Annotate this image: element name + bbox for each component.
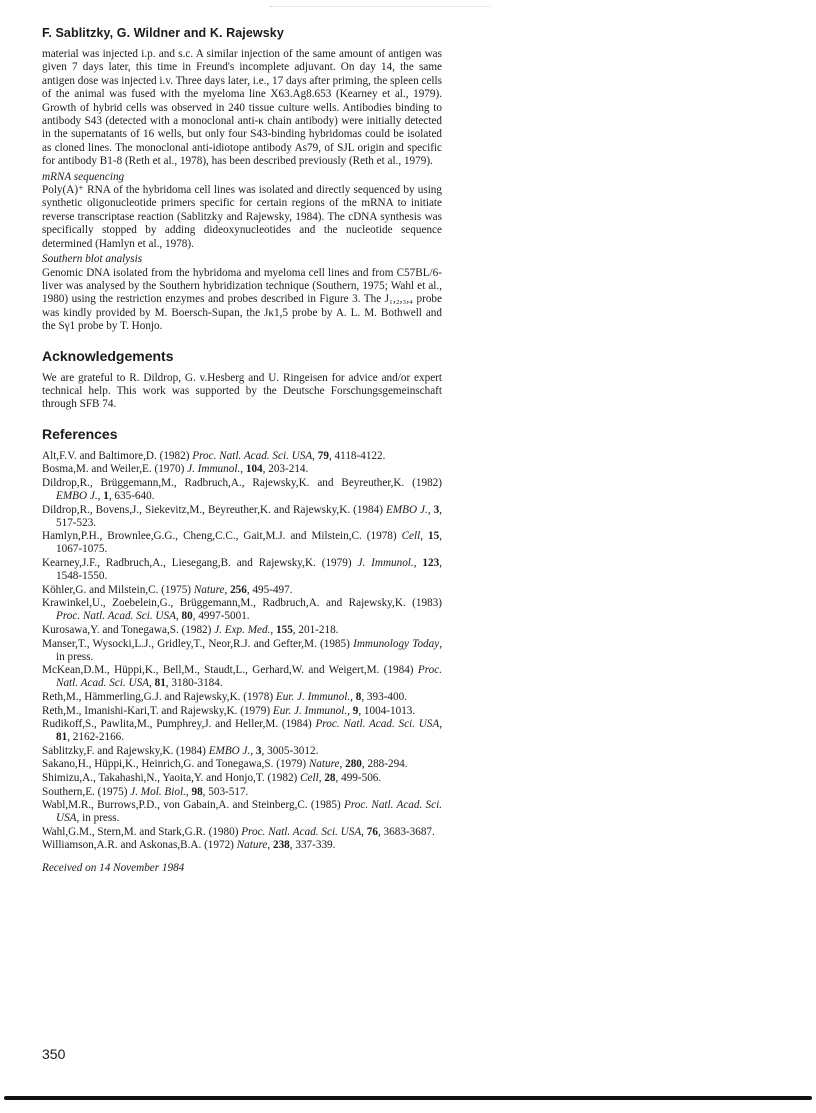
reference-item: Sablitzky,F. and Rajewsky,K. (1984) EMBO J., 3, 3005-3012.: [42, 744, 319, 757]
reference-pages: 4997-5001.: [198, 610, 250, 623]
reference-item: Shimizu,A., Takahashi,N., Yaoita,Y. and Honjo,T. (1982) Cell, 28, 499-506.: [42, 772, 382, 784]
reference-authors: Dildrop,R., Bovens,J., Siekevitz,M., Beyreuther,K. and Rajewsky,K. (1984): [42, 503, 383, 516]
reference-authors: Alt,F.V. and Baltimore,D. (1982): [42, 449, 190, 462]
reference-item: Kearney,J.F., Radbruch,A., Liesegang,B. and Rajewsky,K. (1979) J. Immunol., 123, 1548-1550.: [42, 557, 442, 583]
reference-item: Williamson,A.R. and Askonas,B.A. (1972) Nature, 238, 337-339.: [42, 839, 336, 852]
reference-pages: 203-214.: [268, 463, 309, 476]
reference-pages: 1004-1013.: [363, 704, 416, 717]
reference-pages: 3005-3012.: [267, 744, 319, 757]
scan-artifact-bottom: [4, 1096, 812, 1100]
reference-authors: Köhler,G. and Milstein,C. (1975): [42, 583, 192, 596]
methods-paragraph: material was injected i.p. and s.c. A similar injection of the same amount of antigen was given 7 days later, this time in Freund's incomplete adjuvant. On day 14, the same antigen dose was injected i.v. Three days later, i.e., 17 days after priming, the spleen cells of the animal was fused with the myeloma line X63.Ag8.653 (Kearney et al., 1979). Growth of hybrid cells was observed in 240 tissue culture wells. Antibodies binding to antibody S43 (detected with a monoclonal anti-κ chain antibody) were initially detected in the supernatants of 16 wells, but only four S43-binding hybridomas could be isolated as cloned lines. The monoclonal anti-idiotope antibody As79, of SJL origin and specific for antibody B1-8 (Reth et al., 1978), has been described previously (Reth et al., 1979).: [42, 48, 442, 168]
reference-authors: Bosma,M. and Weiler,E. (1970): [42, 463, 185, 476]
reference-item: Southern,E. (1975) J. Mol. Biol., 98, 503-517.: [42, 785, 249, 798]
reference-volume: 155: [276, 623, 293, 636]
reference-pages: 393-400.: [366, 690, 408, 703]
reference-journal: J. Exp. Med.: [214, 623, 271, 636]
reference-authors: Wabl,M.R., Burrows,P.D., von Gabain,A. and Steinberg,C. (1985): [42, 799, 341, 812]
reference-journal: J. Mol. Biol.: [130, 785, 186, 798]
reference-pages: 499-506.: [341, 772, 382, 784]
reference-item: Dildrop,R., Brüggemann,M., Radbruch,A., Rajewsky,K. and Beyreuther,K. (1982) EMBO J., 1, 635-640.: [42, 476, 442, 503]
reference-journal: Nature: [308, 758, 340, 771]
reference-pages: 1067-1075.: [56, 543, 108, 556]
reference-item: Reth,M., Hämmerling,G.J. and Rajewsky,K. (1978) Eur. J. Immunol., 8, 393-400.: [42, 690, 408, 703]
reference-volume: 81: [154, 677, 166, 690]
reference-journal: EMBO J.: [385, 503, 428, 516]
reference-item: Wabl,M.R., Burrows,P.D., von Gabain,A. and Steinberg,C. (1985) Proc. Natl. Acad. Sci. USA, in press.: [42, 799, 442, 825]
reference-volume: 8: [355, 690, 362, 703]
reference-pages: 1548-1550.: [56, 570, 108, 583]
reference-authors: Manser,T., Wysocki,L.J., Gridley,T., Neor,R.J. and Gefter,M. (1985): [42, 637, 350, 650]
reference-pages: 635-640.: [114, 490, 155, 503]
reference-authors: Hamlyn,P.H., Brownlee,G.G., Cheng,C.C., Gait,M.J. and Milstein,C. (1978): [42, 530, 397, 543]
reference-journal: EMBO J.: [208, 744, 251, 757]
reference-volume: 1: [103, 490, 109, 503]
reference-journal: Proc. Natl. Acad. Sci. USA: [56, 799, 442, 825]
reference-pages: 4118-4122.: [334, 449, 386, 462]
scan-artifact-top: [270, 6, 490, 8]
reference-item: Köhler,G. and Milstein,C. (1975) Nature, 256, 495-497.: [42, 583, 293, 596]
reference-volume: 28: [324, 772, 336, 784]
reference-authors: Southern,E. (1975): [42, 785, 128, 798]
reference-volume: 9: [352, 704, 359, 717]
reference-item: Reth,M., Imanishi-Kari,T. and Rajewsky,K. (1979) Eur. J. Immunol., 9, 1004-1013.: [42, 704, 416, 717]
reference-journal: J. Immunol.: [357, 557, 414, 569]
reference-authors: Reth,M., Imanishi-Kari,T. and Rajewsky,K. (1979): [42, 704, 271, 717]
reference-volume: 3: [433, 503, 440, 516]
reference-volume: 76: [366, 825, 378, 838]
reference-journal: Nature: [236, 839, 268, 852]
reference-authors: McKean,D.M., Hüppi,K., Bell,M., Staudt,L., Gerhard,W. and Weigert,M. (1984): [42, 664, 414, 677]
reference-volume: 123: [422, 557, 440, 569]
reference-pages: 2162-2166.: [72, 731, 125, 744]
reference-authors: Dildrop,R., Brüggemann,M., Radbruch,A., Rajewsky,K. and Beyreuther,K. (1982): [42, 476, 442, 489]
reference-item: Sakano,H., Hüppi,K., Heinrich,G. and Tonegawa,S. (1979) Nature, 280, 288-294.: [42, 758, 408, 771]
reference-pages: 3180-3184.: [171, 677, 223, 690]
reference-volume: 15: [428, 530, 440, 543]
reference-volume: 98: [191, 785, 203, 798]
reference-authors: Sablitzky,F. and Rajewsky,K. (1984): [42, 744, 206, 757]
reference-journal: Proc. Natl. Acad. Sci. USA: [56, 610, 176, 623]
mrna-paragraph: Poly(A)⁺ RNA of the hybridoma cell lines was isolated and directly sequenced by using synthetic oligonucleotide primers specific for certain regions of the mRNA to initiate reverse transcriptase reaction (Sablitzky and Rajewsky, 1984). The cDNA synthesis was specifically stopped by adding dideoxynucleotides and the nucleotide sequence determined (Hamlyn et al., 1978).: [42, 184, 442, 250]
reference-authors: Krawinkel,U., Zoebelein,G., Brüggemann,M., Radbruch,A. and Rajewsky,K. (1983): [42, 597, 442, 610]
reference-journal: J. Immunol.: [187, 463, 241, 476]
reference-item: McKean,D.M., Hüppi,K., Bell,M., Staudt,L., Gerhard,W. and Weigert,M. (1984) Proc. Natl. Acad. Sci. USA, 81, 3180-3184.: [42, 664, 442, 690]
reference-list: [42, 450, 442, 853]
page-number: 350: [42, 1046, 66, 1062]
reference-volume: 3: [255, 744, 262, 757]
acknowledgements-paragraph: We are grateful to R. Dildrop, G. v.Hesberg and U. Ringeisen for advice and/or expert technical help. This work was supported by the Deutsche Forschungsgemeinschaft through SFB 74.: [42, 371, 442, 411]
reference-authors: Wahl,G.M., Stern,M. and Stark,G.R. (1980): [42, 825, 239, 838]
reference-pages: 503-517.: [208, 785, 249, 798]
reference-item: Bosma,M. and Weiler,E. (1970) J. Immunol., 104, 203-214.: [42, 463, 309, 476]
reference-journal: EMBO J.: [56, 490, 98, 503]
southern-subheading: Southern blot analysis: [42, 253, 143, 266]
reference-journal: Immunology Today: [353, 637, 440, 650]
reference-volume: 256: [230, 583, 247, 596]
references-heading: References: [42, 425, 118, 442]
acknowledgements-heading: Acknowledgements: [42, 347, 174, 364]
reference-authors: Kurosawa,Y. and Tonegawa,S. (1982): [42, 623, 212, 636]
reference-journal: Cell: [300, 772, 319, 784]
reference-journal: Proc. Natl. Acad. Sci. USA: [241, 825, 362, 838]
reference-journal: Proc. Natl. Acad. Sci. USA: [192, 449, 313, 462]
reference-item: Kurosawa,Y. and Tonegawa,S. (1982) J. Exp. Med., 155, 201-218.: [42, 623, 339, 636]
reference-volume: 280: [345, 758, 362, 771]
reference-pages: 288-294.: [367, 758, 408, 771]
reference-item: Dildrop,R., Bovens,J., Siekevitz,M., Beyreuther,K. and Rajewsky,K. (1984) EMBO J., 3, 517-523.: [42, 503, 443, 529]
reference-authors: Shimizu,A., Takahashi,N., Yaoita,Y. and Honjo,T. (1982): [42, 772, 298, 784]
reference-item: Alt,F.V. and Baltimore,D. (1982) Proc. Natl. Acad. Sci. USA, 79, 4118-4122.: [42, 449, 386, 462]
page-column: [42, 26, 442, 874]
reference-pages: 495-497.: [252, 583, 293, 596]
reference-authors: Williamson,A.R. and Askonas,B.A. (1972): [42, 839, 234, 852]
received-date: Received on 14 November 1984: [42, 861, 185, 874]
reference-volume: 238: [272, 839, 290, 852]
reference-pages: in press.: [56, 650, 94, 663]
reference-journal: Nature: [193, 583, 225, 596]
reference-authors: Kearney,J.F., Radbruch,A., Liesegang,B. and Rajewsky,K. (1979): [42, 557, 352, 569]
reference-volume: 80: [181, 610, 193, 623]
reference-pages: 517-523.: [56, 516, 97, 529]
reference-journal: Proc. Natl. Acad. Sci. USA: [56, 664, 442, 690]
reference-item: Rudikoff,S., Pawlita,M., Pumphrey,J. and Heller,M. (1984) Proc. Natl. Acad. Sci. USA, 81, 2162-2166.: [42, 718, 443, 744]
reference-volume: 81: [56, 731, 68, 744]
southern-paragraph: Genomic DNA isolated from the hybridoma and myeloma cell lines and from C57BL/6-liver was analysed by the Southern hybridization technique (Southern, 1975; Wahl et al., 1980) using the restriction enzymes and probes described in Figure 3. The J₁,₂,₃,₄ probe was kindly provided by M. Boersch-Supan, the Jκ1,5 probe by A. L. M. Bothwell and the Sγ1 probe by T. Honjo.: [42, 266, 442, 333]
reference-volume: 104: [245, 463, 263, 476]
running-head: F. Sablitzky, G. Wildner and K. Rajewsky: [42, 26, 284, 40]
reference-journal: Eur. J. Immunol.: [275, 690, 351, 703]
reference-item: Wahl,G.M., Stern,M. and Stark,G.R. (1980) Proc. Natl. Acad. Sci. USA, 76, 3683-3687.: [42, 825, 435, 838]
reference-volume: 79: [317, 449, 329, 462]
reference-authors: Rudikoff,S., Pawlita,M., Pumphrey,J. and Heller,M. (1984): [42, 718, 312, 731]
reference-authors: Reth,M., Hämmerling,G.J. and Rajewsky,K. (1978): [42, 690, 274, 703]
reference-pages: 3683-3687.: [383, 825, 435, 838]
reference-pages: in press.: [82, 812, 120, 825]
reference-journal: Cell: [401, 530, 421, 543]
mrna-subheading: mRNA sequencing: [42, 170, 125, 183]
reference-pages: 337-339.: [295, 839, 336, 852]
reference-authors: Sakano,H., Hüppi,K., Heinrich,G. and Tonegawa,S. (1979): [42, 758, 307, 771]
reference-item: Manser,T., Wysocki,L.J., Gridley,T., Neor,R.J. and Gefter,M. (1985) Immunology Today, in press.: [42, 637, 443, 663]
reference-journal: Proc. Natl. Acad. Sci. USA: [315, 718, 440, 731]
reference-item: Hamlyn,P.H., Brownlee,G.G., Cheng,C.C., Gait,M.J. and Milstein,C. (1978) Cell, 15, 1067-1075.: [42, 530, 443, 556]
reference-item: Krawinkel,U., Zoebelein,G., Brüggemann,M., Radbruch,A. and Rajewsky,K. (1983) Proc. Natl. Acad. Sci. USA, 80, 4997-5001.: [42, 597, 442, 623]
reference-pages: 201-218.: [298, 623, 339, 636]
reference-journal: Eur. J. Immunol.: [272, 704, 348, 717]
